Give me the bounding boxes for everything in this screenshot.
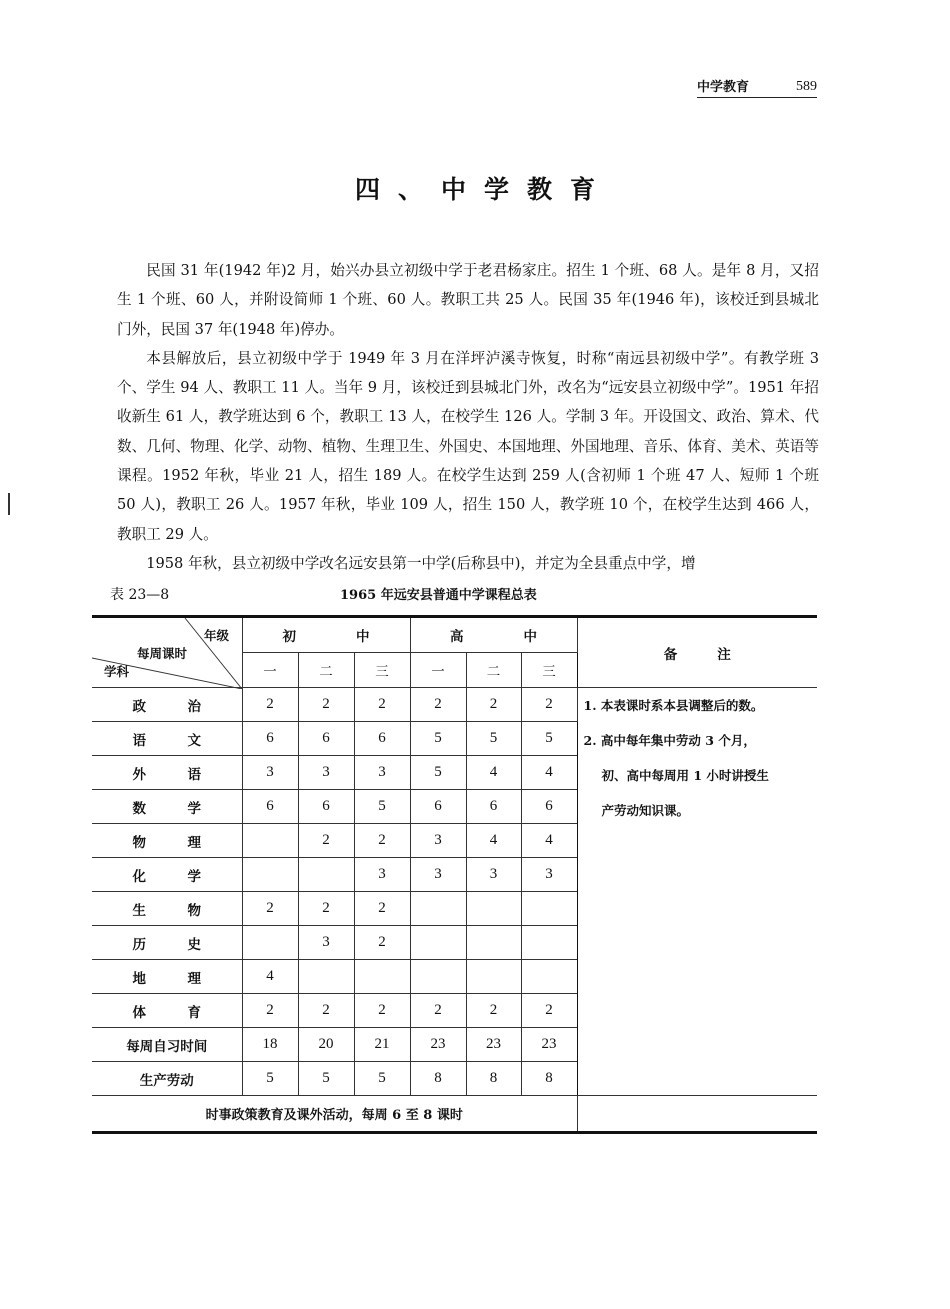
note-2-cont: 初、高中每周用 1 小时讲授生 xyxy=(601,768,769,783)
body-text xyxy=(117,256,819,578)
table-title: 1965 年远安县普通中学课程总表 xyxy=(340,588,537,603)
value-cell xyxy=(466,960,521,994)
value-cell: 2 xyxy=(242,994,298,1028)
value-cell xyxy=(521,960,577,994)
paragraph-3: 1958 年秋，县立初级中学改名远安县第一中学(后称县中)，并定为全县重点中学，增 xyxy=(146,554,696,572)
notes-header: 备 注 xyxy=(577,617,817,688)
subject-cell: 语 文 xyxy=(92,722,242,756)
value-cell: 6 xyxy=(410,790,466,824)
value-cell: 2 xyxy=(354,892,410,926)
value-cell: 23 xyxy=(410,1028,466,1062)
grade-header: 三 xyxy=(354,653,410,688)
value-cell: 5 xyxy=(354,1062,410,1096)
running-head xyxy=(697,76,817,98)
value-cell: 8 xyxy=(521,1062,577,1096)
table-row xyxy=(92,688,817,722)
value-cell: 6 xyxy=(298,722,354,756)
note-2: 2. 高中每年集中劳动 3 个月， xyxy=(583,733,756,748)
value-cell: 6 xyxy=(298,790,354,824)
paragraph-1: 民国 31 年(1942 年)2 月，始兴办县立初级中学于老君杨家庄。招生 1 个班、68 人。是年 8 月，又招生 1 个班、60 人，并附设简师 1 个班、60 人。教职工共 25 人。民国 35 年(1946 年)，该校迁到县城北门外，民国 37 年(1948 年)停办。 xyxy=(117,262,819,338)
value-cell: 23 xyxy=(466,1028,521,1062)
value-cell xyxy=(242,926,298,960)
value-cell xyxy=(521,892,577,926)
notes-cell xyxy=(577,688,817,1096)
value-cell: 3 xyxy=(521,858,577,892)
footer-cell: 时事政策教育及课外活动，每周 6 至 8 课时 xyxy=(92,1096,577,1133)
subject-cell: 生产劳动 xyxy=(92,1062,242,1096)
value-cell xyxy=(410,926,466,960)
margin-mark xyxy=(8,493,10,515)
value-cell: 2 xyxy=(354,688,410,722)
value-cell: 3 xyxy=(298,756,354,790)
group-header-senior: 高 中 xyxy=(410,617,577,653)
value-cell: 4 xyxy=(466,824,521,858)
value-cell: 3 xyxy=(410,824,466,858)
grade-header: 三 xyxy=(521,653,577,688)
value-cell: 2 xyxy=(466,688,521,722)
value-cell: 2 xyxy=(354,824,410,858)
value-cell: 2 xyxy=(354,926,410,960)
value-cell: 6 xyxy=(242,722,298,756)
value-cell: 4 xyxy=(242,960,298,994)
value-cell: 2 xyxy=(298,994,354,1028)
value-cell: 2 xyxy=(354,994,410,1028)
value-cell: 2 xyxy=(298,688,354,722)
value-cell: 4 xyxy=(466,756,521,790)
chapter-title: 四、中学教育 xyxy=(354,175,613,204)
value-cell: 5 xyxy=(410,722,466,756)
grade-header: 一 xyxy=(410,653,466,688)
subject-cell: 历 史 xyxy=(92,926,242,960)
corner-header-cell xyxy=(92,617,242,688)
value-cell: 6 xyxy=(521,790,577,824)
value-cell: 2 xyxy=(521,688,577,722)
subject-cell: 生 物 xyxy=(92,892,242,926)
header-row-groups xyxy=(92,617,817,653)
running-head-section: 中学教育 xyxy=(697,80,750,95)
value-cell xyxy=(298,960,354,994)
value-cell: 4 xyxy=(521,756,577,790)
value-cell: 8 xyxy=(410,1062,466,1096)
course-table xyxy=(92,615,817,1134)
subject-cell: 政 治 xyxy=(92,688,242,722)
value-cell: 18 xyxy=(242,1028,298,1062)
value-cell: 5 xyxy=(466,722,521,756)
paragraph-2: 本县解放后，县立初级中学于 1949 年 3 月在洋坪泸溪寺恢复，时称“南远县初级中学”。有教学班 3 个、学生 94 人、教职工 11 人。当年 9 月，该校迁到县城北门外，改名为“远安县立初级中学”。1951 年招收新生 61 人，教学班达到 6 个，教职工 13 人，在校学生 126 人。学制 3 年。开设国文、政治、算术、代数、几何、物理、化学、动物、植物、生理卫生、外国史、本国地理、外国地理、音乐、体育、美术、英语等课程。1952 年秋，毕业 21 人，招生 189 人。在校学生达到 259 人(含初师 1 个班 47 人、短师 1 个班 50 人)，教职工 26 人。1957 年秋，毕业 109 人，招生 150 人，教学班 10 个，在校学生达到 466 人，教职工 29 人。 xyxy=(117,349,819,543)
value-cell: 5 xyxy=(521,722,577,756)
value-cell: 5 xyxy=(410,756,466,790)
value-cell: 3 xyxy=(298,926,354,960)
subject-cell: 外 语 xyxy=(92,756,242,790)
value-cell: 2 xyxy=(242,688,298,722)
subject-cell: 化 学 xyxy=(92,858,242,892)
value-cell: 6 xyxy=(354,722,410,756)
value-cell: 5 xyxy=(298,1062,354,1096)
value-cell: 2 xyxy=(410,688,466,722)
grade-header: 二 xyxy=(298,653,354,688)
value-cell: 4 xyxy=(521,824,577,858)
value-cell xyxy=(410,892,466,926)
value-cell: 3 xyxy=(354,756,410,790)
subject-cell: 物 理 xyxy=(92,824,242,858)
value-cell: 2 xyxy=(466,994,521,1028)
subject-cell: 地 理 xyxy=(92,960,242,994)
subject-cell: 体 育 xyxy=(92,994,242,1028)
value-cell: 23 xyxy=(521,1028,577,1062)
value-cell: 3 xyxy=(242,756,298,790)
value-cell xyxy=(410,960,466,994)
value-cell: 2 xyxy=(298,892,354,926)
table-footer-row xyxy=(92,1096,817,1133)
value-cell: 20 xyxy=(298,1028,354,1062)
table-number: 表 23—8 xyxy=(110,587,170,603)
value-cell: 5 xyxy=(354,790,410,824)
subject-cell: 数 学 xyxy=(92,790,242,824)
value-cell xyxy=(298,858,354,892)
value-cell: 2 xyxy=(521,994,577,1028)
subject-cell: 每周自习时间 xyxy=(92,1028,242,1062)
grade-header: 一 xyxy=(242,653,298,688)
value-cell: 21 xyxy=(354,1028,410,1062)
corner-label-subject: 学科 xyxy=(104,664,130,679)
value-cell: 3 xyxy=(410,858,466,892)
value-cell: 6 xyxy=(242,790,298,824)
group-header-junior: 初 中 xyxy=(242,617,410,653)
value-cell: 3 xyxy=(466,858,521,892)
footer-notes-cell xyxy=(577,1096,817,1133)
page-number: 589 xyxy=(796,79,817,94)
value-cell xyxy=(466,926,521,960)
value-cell: 2 xyxy=(242,892,298,926)
value-cell: 6 xyxy=(466,790,521,824)
note-1: 1. 本表课时系本县调整后的数。 xyxy=(583,698,764,713)
value-cell: 2 xyxy=(410,994,466,1028)
value-cell: 3 xyxy=(354,858,410,892)
value-cell: 5 xyxy=(242,1062,298,1096)
value-cell: 8 xyxy=(466,1062,521,1096)
value-cell xyxy=(242,858,298,892)
note-2-cont: 产劳动知识课。 xyxy=(601,803,690,818)
value-cell: 2 xyxy=(298,824,354,858)
value-cell xyxy=(521,926,577,960)
value-cell xyxy=(354,960,410,994)
value-cell xyxy=(466,892,521,926)
table-caption xyxy=(92,584,817,604)
grade-header: 二 xyxy=(466,653,521,688)
corner-label-grade: 年级 xyxy=(204,628,230,643)
corner-label-hours: 每周课时 xyxy=(137,646,188,661)
value-cell xyxy=(242,824,298,858)
